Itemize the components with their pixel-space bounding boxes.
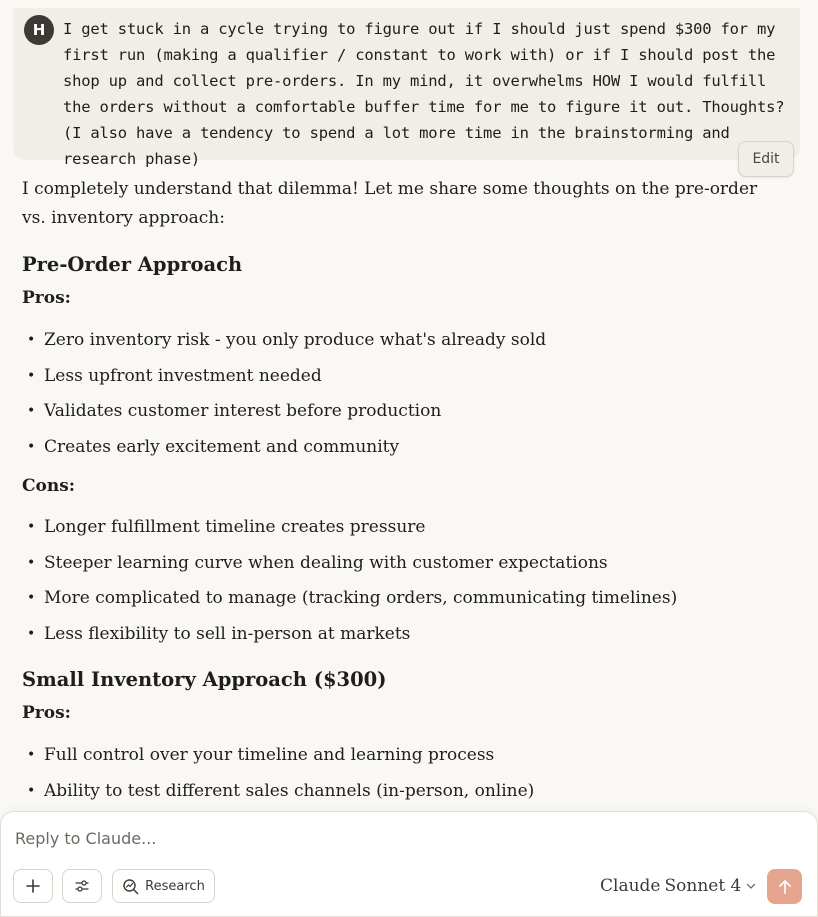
list-item: • Full control over your timeline and learning process <box>22 743 782 779</box>
list-item: • More complicated to manage (tracking orders, communicating timelines) <box>22 586 782 622</box>
send-button[interactable] <box>767 869 802 904</box>
list-item: • Less upfront investment needed <box>22 364 782 400</box>
research-label: Research <box>145 878 205 894</box>
list-item: • Validates customer interest before production <box>22 399 782 435</box>
chevron-down-icon <box>745 880 757 892</box>
list-item: • Longer fulfillment timeline creates pressure <box>22 515 782 551</box>
small-inventory-pros-list <box>22 743 782 814</box>
pre-order-cons-list <box>22 515 782 657</box>
research-button[interactable] <box>112 869 215 903</box>
reply-composer <box>0 811 818 917</box>
model-selector[interactable] <box>600 876 757 896</box>
pros-label: Pros: <box>22 703 71 723</box>
reply-intro: I completely understand that dilemma! Let me share some thoughts on the pre-order vs. inventory approach: <box>22 179 758 228</box>
list-item: • Ability to test different sales channels (in-person, online) <box>22 779 782 815</box>
model-brand: Claude <box>600 876 661 896</box>
list-item: • Zero inventory risk - you only produce what's already sold <box>22 328 782 364</box>
pre-order-pros-list <box>22 328 782 470</box>
reply-input[interactable] <box>13 828 577 849</box>
sliders-icon <box>74 878 90 894</box>
user-message <box>13 8 800 168</box>
model-name: Sonnet 4 <box>664 876 742 896</box>
section-heading-small-inventory: Small Inventory Approach ($300) <box>22 668 387 691</box>
edit-button[interactable]: Edit <box>738 141 794 177</box>
pros-label: Pros: <box>22 288 71 308</box>
list-item: • Steeper learning curve when dealing with customer expectations <box>22 551 782 587</box>
list-item: • Less flexibility to sell in-person at markets <box>22 622 782 658</box>
arrow-up-icon <box>777 879 793 895</box>
tools-button[interactable] <box>62 869 102 903</box>
plus-icon <box>25 878 41 894</box>
user-message-text: I get stuck in a cycle trying to figure out if I should just spend $300 for my first run (making a qualifier / constant to work with) or if I should post the shop up and collect pre-orders. In my mind, it overwhelms HOW I would fulfill the orders without a comfortable buffer time for me to figure it out. Thoughts? (I also have a tendency to spend a lot more time in the brainstorming and research phase) <box>63 20 785 168</box>
section-heading-pre-order: Pre-Order Approach <box>22 253 243 276</box>
add-button[interactable] <box>13 869 53 903</box>
user-avatar: H <box>24 15 54 45</box>
research-icon <box>122 878 139 895</box>
list-item: • Creates early excitement and community <box>22 435 782 471</box>
cons-label: Cons: <box>22 476 76 496</box>
